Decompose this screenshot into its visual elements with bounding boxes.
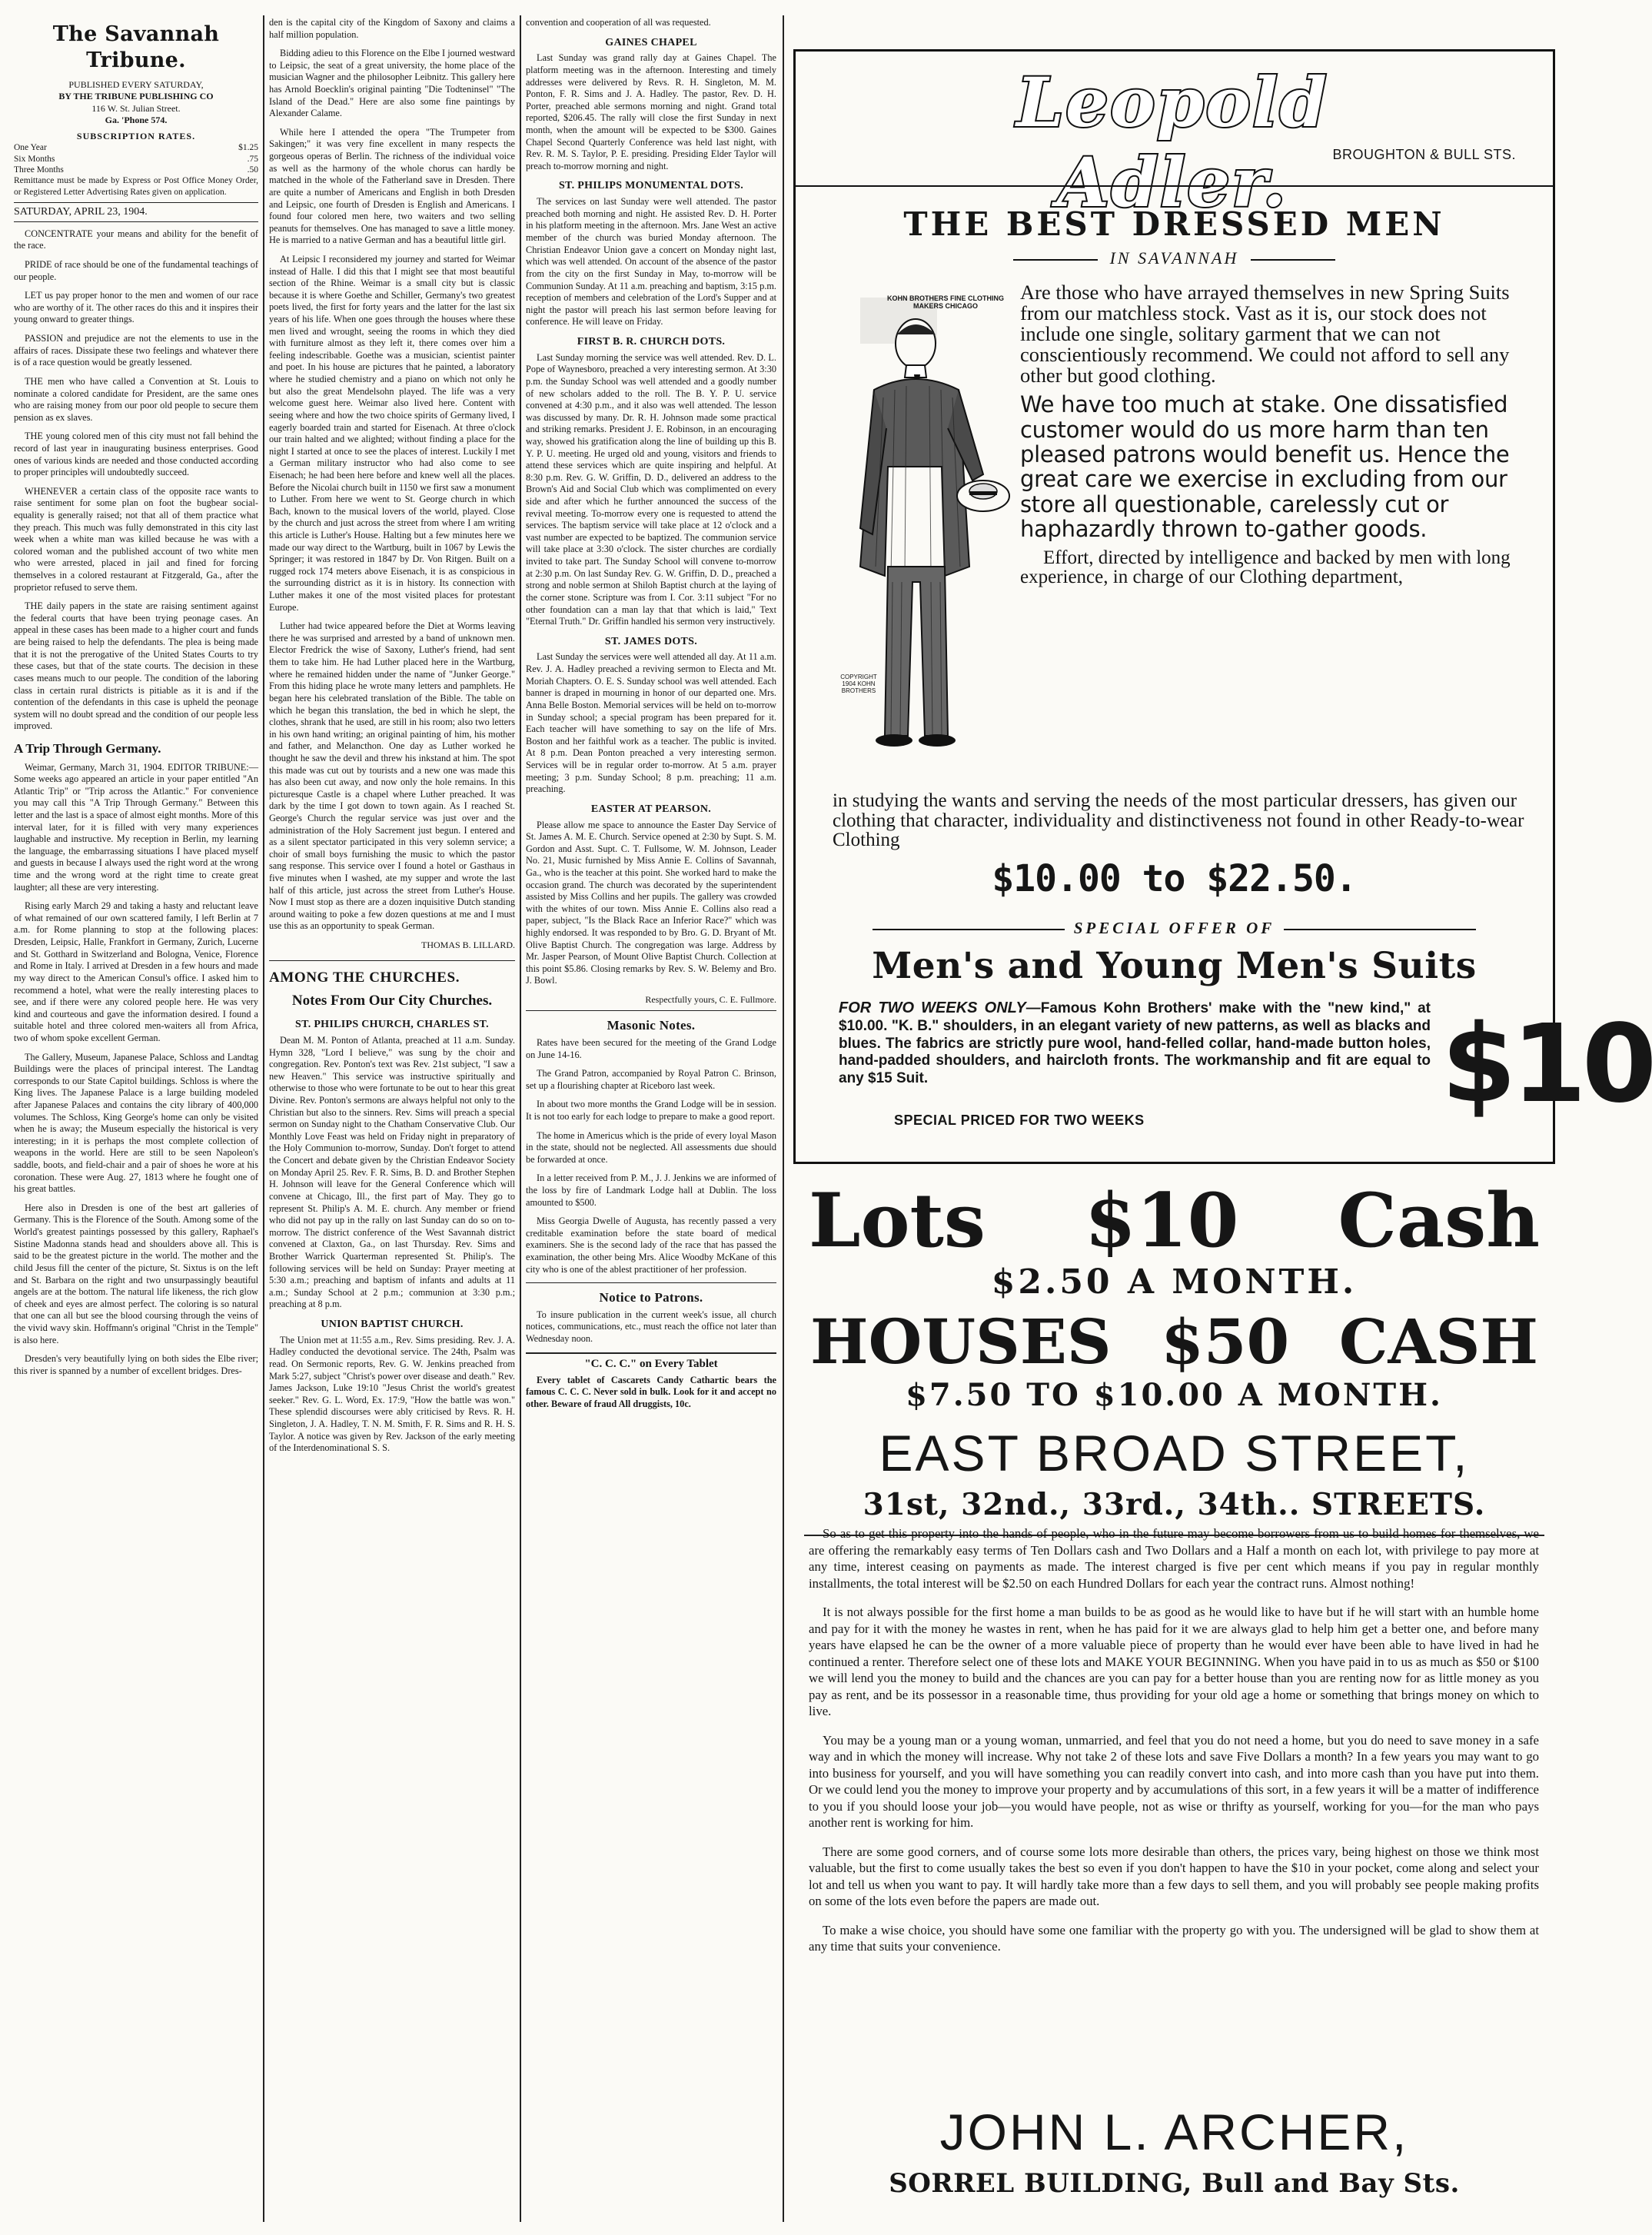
agent-name: JOHN L. ARCHER, <box>939 2104 1409 2160</box>
editorial-para: LET us pay proper honor to the men and women of our race who are worthy of it. The other races do this and it inspires their young onward to greater things. <box>14 290 258 325</box>
column-rule <box>520 15 521 2222</box>
section-divider <box>526 1282 776 1283</box>
remit-note: Remittance must be made by Express or Post Office Money Order, or Registered Letter Advertising Rates given on application. <box>14 176 258 197</box>
church-para: The services on last Sunday were well attended. The pastor preached both morning and night. He assisted Rev. D. H. Porter in his platform meeting in the afternoon. Mrs. Jane West an active member of the church was buried Monday afternoon. The Christian Endeavor Union gave a concert on Monday night last, which was well attended. On account of the absence of the pastor from the city on the first Sunday in May, to-morrow will be Communion Sunday. At 11 a.m. preaching and baptism, 3:15 p.m. reception of members and celebration of the Lord's Supper and at night the pastor will preach his last sermon before leaving for conference. He will leave on Friday. <box>526 196 776 328</box>
church-signoff: Respectfully yours, C. E. Fullmore. <box>645 994 776 1006</box>
lots-monthly: $2.50 A MONTH. <box>991 1262 1358 1302</box>
suits-title: Men's and Young Men's Suits <box>872 945 1477 987</box>
special-offer-line: SPECIAL OFFER OF <box>811 919 1537 938</box>
article-signoff: THOMAS B. LILLARD. <box>421 940 515 951</box>
column-1 <box>14 17 258 2216</box>
masonic-para: In about two more months the Grand Lodge will be in session. It is not too early for each lodge to prepare to make a good report. <box>526 1099 776 1122</box>
masonic-para: Miss Georgia Dwelle of Augusta, has recently passed a very creditable examination before the state board of medical examiners. She is the second lady of the race that has passed the examination, the other being Mrs. Alice Woodby McKane of this city who is one of the ablest practitioner of her profession. <box>526 1216 776 1275</box>
lots-para: It is not always possible for the first home a man builds to be as good as he would like to have but if he will start with an humble home and pay for it with the money he wastes in rent, when he has paid for it we are always glad to help him get a better one, and before many years have elapsed he can be the owner of a more valuable piece of property than he would ever have been able to have lived in had he continued a renter. Therefore select one of these lots and MAKE YOUR BEGINNING. When you have paid in to us as much as $50 or $100 we will lend you the money to build and the chances are you can pay for a better house than you are renting now for as little money as you pay as rent, and be its possessor in a reasonable time, thus providing for your old age a home or something that brings money on which to live. <box>809 1605 1539 1718</box>
section-title: AMONG THE CHURCHES. <box>269 969 460 986</box>
column-2 <box>269 17 515 2216</box>
church-para: Last Sunday morning the service was well attended. Rev. D. L. Pope of Waynesboro, preached a very interesting sermon. At 3:30 p.m. the Sunday School was well attended and a goodly number of new scholars added to the roll. The B. Y. P. U. service convened at 4:30 p.m., and it also was well attended. The lesson was discussed by many. Dr. R. H. Johnson made some practical and striking remarks. President J. E. Robinson, in an encouraging way, showed his gratification along the line of building up this B. Y. P. U. meeting. He urged old and young, visitors and friends to attend these services which are quite inspiring and helpful. At 8:30 p.m. Rev. G. W. Griffin, D. D., delivered an address to the Brown's Aid and Social Club which was complimented on every side and after which he further announced the success of the revival meeting. To-morrow every one is requested to attend the services. The baptism service will take place at 12 o'clock and a vast number are expected to be baptized. The communion service will take place at 3:30 o'clock. The sister churches are cordially invited to take part. The Sunday School will convene to-morrow at 2:30 p.m. On last Sunday Rev. G. W. Griffin, D. D., preached a strong and noble sermon at Shiloh Baptist church at the laying of the corner stone. Scripture was from I. Cor. 3:11 subject "For no other foundation can a man lay that that which is laid," Text "Eternal Truth." Dr. Griffin handled his sermon very instructively. <box>526 351 776 627</box>
editorial-para: PASSION and prejudice are not the elements to use in the affairs of races. Dissipate these two feelings and whatever there is of a race question would be greatly lessened. <box>14 333 258 368</box>
article-para: The Gallery, Museum, Japanese Palace, Schloss and Landtag Buildings were the places of principal interest. The Landtag corresponds to our State Capitol buildings. Schloss is where the King lives. The Japanese Palace is a large building modeled after Japanese Palaces and contains the city library of 400,000 volumes. The Schloss, King George's home can only be visited when he is away; the Museum especially the historical is very interesting; in it is perhaps the most complete collection of weapons in the world. Here are still to be seen Napoleon's saddle, boots, and field-chair and a pair of shoes he wore at his coronation. These were Aug. 27, 1813 where he fought one of his great battles. <box>14 1051 258 1195</box>
section-divider <box>526 1010 776 1011</box>
houses-row: HOUSES $50 CASH <box>810 1305 1538 1378</box>
ccc-title: "C. C. C." on Every Tablet <box>584 1357 718 1370</box>
lots-para: You may be a young man or a young woman, unmarried, and feel that you do not need a home, but you do need to save money in a safe way and in which the money will increase. Why not take 2 of these lots and save Five Dollars a month? In a few years you may want to go into business for yourself, and you will have something you can readily convert into cash, and into more cash than you have put into them. Or we could lend you the money to improve your property and by accumulations of this sort, in a few years it will be a matter of indifference to you if you should loose your job—you would have people, not as wise or thrifty as yourself, working for you—for the man who pays another rent is working for him. <box>809 1732 1539 1830</box>
ad-rule <box>796 185 1553 187</box>
ad-subhead: IN SAVANNAH <box>796 248 1553 268</box>
article-para: Dresden's very beautifully lying on both sides the Elbe river; this river is spanned by a number of excellent bridges. Dres- <box>14 1353 258 1376</box>
church-title: UNION BAPTIST CHURCH. <box>321 1318 464 1330</box>
masonic-title: Masonic Notes. <box>607 1018 696 1033</box>
masthead-title: The Savannah Tribune. <box>52 22 220 73</box>
ccc-para: Every tablet of Cascarets Candy Cathartic bears the famous C. C. C. Never sold in bulk. Look for it and accept no other. Beware of fraud All druggists, 10c. <box>526 1374 776 1409</box>
houses-monthly: $7.50 TO $10.00 A MONTH. <box>906 1377 1443 1413</box>
section-divider <box>269 960 515 961</box>
ad-wide-copy: in studying the wants and serving the needs of the most particular dressers, has given our clothing that character, individuality and distinctiveness not found in other Ready-to-wear Clothing <box>833 790 1524 850</box>
column-rule <box>783 15 784 2222</box>
column-rule <box>263 15 264 2222</box>
article-para: Bidding adieu to this Florence on the Elbe I journed westward to Leipsic, the seat of a great university, the home place of the musician Wagner and the philosopher Leibnitz. This gallery here has Arnold Boecklin's original painting "Die Todteninsel" "The Island of the Dead." Here are also some fine paintings by Alexander Calame. <box>269 48 515 119</box>
phone: Ga. 'Phone 574. <box>105 115 168 126</box>
church-para: Last Sunday the services were well attended all day. At 11 a.m. Rev. J. A. Hadley preached a reviving sermon to Electa and Mt. Moriah Chapters. O. E. S. Sunday school was well attended. Each banner is draped in mourning in honor of our departed one. Mrs. Anna Belle Boston. Memorial services will be held on to-morrow in Sunday school; a special program has been prepared for it. Each teacher will have something to say on the life of Mrs. Boston and her faithful work as a teacher. The public is invited. At 8 p.m. Dean Ponton preached a very interesting sermon. Services will be in regular order to-morrow. At 5 a.m. prayer meeting; 3 p.m. Sunday School; 8 p.m. preaching; 11 a.m. preaching. <box>526 651 776 795</box>
church-para: Dean M. M. Ponton of Atlanta, preached at 11 a.m. Sunday. Hymn 328, "Lord I believe," was sung by the choir and congregation. Rev. Ponton's text was Rev. 21st subject, "I saw a new Heaven." This service was instructive spiritually and otherwise to those who were fortunate to be out to hear this great Divine. Rev. Ponton's sermons are always helpful not only to the Christian but also to the sinners. Rev. Sims will preach a special sermon on Sunday night to the Chatham Conservative Club. Our Monthly Love Feast was held on Friday night in preparatory of the Holy Communion to-morrow, Sunday. Don't forget to attend the Concert and debate given by the Christian Endeavor Society on Monday April 25. Rev. F. R. Sims, B. D. and Brother Stephen H. Johnson will leave for the General Conference which will convene at Chicago, Ill., the first part of May. They go to represent St. Philip's A. M. E. church. Any member or friend who did not pay up in the rally on last Sunday can do so on to-morrow. The district conference of the West Savannah district convened at Claxton, Ga., on last Thursday. Rev. Sims and Brother Warrick Quarterman represented St. Philip's. The following services will be held on Sunday: Prayer meeting at 5:30 a.m.; preaching and baptism of infants and adults at 11 a.m.; Sunday School at 2 p.m.; communion at 3:30 p.m.; preaching at 8 p.m. <box>269 1034 515 1310</box>
rate-row: One Year $1.25 <box>14 143 258 153</box>
rates-title: SUBSCRIPTION RATES. <box>76 130 196 141</box>
adler-logo-area <box>796 56 1553 222</box>
section-subtitle: Notes From Our City Churches. <box>291 993 493 1009</box>
church-title: ST. JAMES DOTS. <box>604 635 698 647</box>
special-priced: SPECIAL PRICED FOR TWO WEEKS <box>894 1113 1145 1128</box>
masonic-para: Rates have been secured for the meeting of the Grand Lodge on June 14-16. <box>526 1036 776 1060</box>
article-para: Weimar, Germany, March 31, 1904. EDITOR TRIBUNE:—Some weeks ago appeared an article in your paper entitled "An Atlantic Trip" or "Trip across the Atlantic." For convenience you may call this "A Trip Through Germany." Between this letter and the last is a space of almost eight months. More of this interval later, for it is filled with very many experiences laughable and instructive. My reception in Berlin, my learning the language, the embarrassing situations I have placed myself and guests in because I always used the right word at the wrong time and the wrong word at the right time to create great laughter; all these are very interesting. <box>14 761 258 893</box>
masonic-para: The Grand Patron, accompanied by Royal Patron C. Brinson, set up a flourishing chapter at Riceboro last week. <box>526 1068 776 1091</box>
article-para: Here also in Dresden is one of the best art galleries of Germany. This is the Florence of the South. Among some of the World's greatest paintings possessed by this gallery, Raphael's Sistine Madonna stands head and shoulders above all. This is said to be the greatest picture in the world. The mother and the child Jesus fill the center of the picture, St. Sixtus is on the left and St. Barbara on the right and two unsurpassingly beautiful angels are at the bottom. The natural life likeness, the rich glow of cheek and eyes are almost perfect. The coloring is so natural that one can all but see the blood coursing through the veins of the vivid wavy skin. Hoffmann's original "Christ in the Temple" is also here. <box>14 1202 258 1345</box>
big-price: $10 <box>1441 1002 1652 1127</box>
agent-address: SORREL BUILDING, Bull and Bay Sts. <box>889 2168 1460 2199</box>
street-name: EAST BROAD STREET, <box>879 1425 1470 1482</box>
editorial-para: WHENEVER a certain class of the opposite race wants to raise sentiment for some plan on foot the bugbear social-equality is generally raised; not that all of them practice what they preach. This much was fully demonstrated in this city last week when a white man was killed because he was with a colored woman and the published account of two white men who were arrested, placed in jail and fined for forcing themselves in a colored restaurant at Fitzgerald, Ga., after the proprietor refused to serve them. <box>14 485 258 593</box>
article-para: While here I attended the opera "The Trumpeter from Sakingen;" it was very fine excellent in many respects the gorgeous operas of Berlin. The richness of the individual voice as well as the harmony of the whole chorus can hardly be matched in the whole of the Fatherland save in Dresden. There are quite a number of Americans and English in both Dresden and Leipsic, one fourth of Dresden is English and Americans. I found four colored men here, two waiters and two selling peanuts for themselves. One has managed to save a little money. He is married to a native German and has a beautiful little girl. <box>269 126 515 246</box>
church-para: The Union met at 11:55 a.m., Rev. Sims presiding. Rev. J. A. Hadley conducted the devotional service. The 24th, Psalm was read. On Sermonic reports, Rev. G. W. Jenkins preached from Mark 5:27, subject "Christ's power over disease and death." Rev. James Jackson, Luke 19:10 "Jesus Christ the world's greatest seeker." Rev. G. L. Word, Ex. 17:9, "How the battle was won." These splendid discourses were ably criticised by Revs. R. H. Singleton, J. A. Hadley, T. N. M. Smith, F. R. Sims and R. H. S. Taylor. A notice was given by Rev. Jackson of the early meeting of the Interdenominational S. S. <box>269 1334 515 1454</box>
masonic-para: The home in Americus which is the pride of every loyal Mason in the state, should not be neglected. All assessments due should be forwarded at once. <box>526 1129 776 1165</box>
offer-text: FOR TWO WEEKS ONLY—Famous Kohn Brothers' make with the "new kind," at $10.00. "K. B." shoulders, in an elegant variety of new patterns, as well as blacks and blues. The fabrics are strictly pure wool, hand-felled collar, hand-made button holes, hand-padded shoulders, and haircloth fronts. The workmanship and fit are equal to any $15 Suit. <box>839 999 1431 1087</box>
lots-para: To make a wise choice, you should have some one familiar with the property go with you. The undersigned will be glad to show them at any time that suits your convenience. <box>809 1922 1539 1954</box>
article-para: Rising early March 29 and taking a hasty and reluctant leave of what remained of our own scattered family, I left Berlin at 7 a.m. for Rome planning to stop at the following places: Dresden, Leipsic, Halle, Frankfort in Germany, Zurich, Lucerne and St. Gotthard in Switzerland and Bologna, Venice, Florence and Rome in Italy. I arrived at Dresden in a few hours and made my way direct to the American Consul's office. I asked him to recommend a hotel, what were the really interesting places to see, and if there were any colored people here. He was very kind and courteous and gave the information desired. I found a suitable hotel and three colored men-waiters all from Africa, two of whom spoke excellent German. <box>14 900 258 1043</box>
church-para: Last Sunday was grand rally day at Gaines Chapel. The platform meeting was in the afternoon. Interesting and timely addresses were delivered by Revs. R. H. Singleton, M. M. Ponton, F. R. Sims and J. A. Hadley. The pastor, Rev. D. H. Porter, preached able sermons morning and night. Grand total reported, $206.45. The rally will close the first Sunday in next month, when the amount will be expected to be $300. Gaines Chapel Second Quarterly Conference was held last night, with Rev. R. M. S. Taylor, P. E. presiding. Presiding Elder Taylor will preach to-morrow morning and night. <box>526 52 776 171</box>
church-title: EASTER AT PEARSON. <box>590 803 712 815</box>
ad-copy-para: Are those who have arrayed themselves in new Spring Suits from our matchless stock. Vast as it is, our stock does not include one single, solitary garment that we can not conscientiously recommend. We could not afford to sell any other but good clothing. <box>1020 281 1510 387</box>
kohn-brothers-label: KOHN BROTHERS FINE CLOTHING MAKERS CHICAGO <box>887 294 1004 311</box>
church-title: GAINES CHAPEL <box>605 36 697 48</box>
church-title: ST. PHILIPS CHURCH, CHARLES ST. <box>295 1019 489 1031</box>
article-para: den is the capital city of the Kingdom of Saxony and claims a half million population. <box>269 17 515 40</box>
rates-list <box>14 142 258 198</box>
adler-advertisement <box>793 49 1652 1164</box>
masonic-para: In a letter received from P. M., J. J. Jenkins we are informed of the loss by fire of Landmark Lodge hall at Dublin. The loss amounted to $500. <box>526 1172 776 1208</box>
ad-headline: THE BEST DRESSED MEN <box>903 205 1445 243</box>
article-title: A Trip Through Germany. <box>14 740 161 756</box>
editorial-para: THE young colored men of this city must not fall behind the record of last year in inaugurating business enterprises. Good ones of various kinds are needed and those conducted according to proper principles will undoubtedly succeed. <box>14 431 258 478</box>
ad-copy-block <box>1020 282 1520 593</box>
article-para: Luther had twice appeared before the Diet at Worms leaving there he was surprised and arrested by a band of unknown men. Elector Fredrick the wise of Saxony, Luther's friend, had sent them to take him. He had Luther placed here in the Wartburg, where he remained hidden under the name of "Junker George." From this hiding place he wrote many letters and pamphlets. He began here his celebrated translation of the Bible. The table on which he began this translation, the bed in which he slept, the clothes, shrank that he used, are still in his room; also two letters in his own hand writing; an original painting of him, his mother and father, and Melancthon. One day as Luther worked he thought he saw the devil and threw his inkstand at him. The spot this made was cut out by tourists and a new one was made this has also been cut away, and now only the hole remains. In this picturesque Castle is a chapel where Luther preached. It was dark by the time I got down to town again. As I reached St. George's Church the regular service was just over and the administration of the Holy Sacrement just begun. I entered and as a silent spectator participated in this very solemn service; a choir of small boys furnishing the music to which the pastor sang response. This service over I found a hotel or Gasthaus in five minutes when I washed, ate my supper and wrote the last half of this article, just across the street from Luther's House. Now I must stop as there are a dozen inquisitive Dutch standing around waiting to poke a few dozen questions at me and I must use this as an opportunity to speak German. <box>269 620 515 932</box>
lots-body-copy <box>809 1525 1539 1967</box>
ccc-advertisement <box>526 1352 776 1411</box>
suited-man-illustration <box>829 274 1014 782</box>
adler-logo: Leopold Adler. <box>1016 62 1328 222</box>
lots-row: Lots $10 Cash <box>809 1177 1540 1264</box>
notice-title: Notice to Patrons. <box>599 1290 703 1305</box>
lots-para: There are some good corners, and of course some lots more desirable than others, the prices vary, being highest on those we think most valuable, but the first to come usually takes the best so even if you don't happen to have the $10 in your pocket, come along and select your lot and tell us when you want to pay. It will hardly take more than a few days to sell them, and you will probably see people making profits on some of the lots even before the papers are made out. <box>809 1844 1539 1908</box>
published-line: PUBLISHED EVERY SATURDAY, <box>68 78 204 90</box>
cross-streets: 31st, 32nd., 33rd., 34th.. STREETS. <box>863 1487 1486 1522</box>
rate-row: Six Months .75 <box>14 154 258 164</box>
lots-advertisement <box>793 1177 1555 1536</box>
editorial-para: CONCENTRATE your means and ability for the benefit of the race. <box>14 228 258 251</box>
church-title: FIRST B. R. CHURCH DOTS. <box>577 335 726 348</box>
ad-copy-para: Effort, directed by intelligence and backed by men with long experience, in charge of our Clothing department, <box>1020 547 1511 587</box>
publisher: BY THE TRIBUNE PUBLISHING CO <box>58 91 214 102</box>
lots-para: So as to get this property into the hands of people, who in the future may become borrowers from us to build homes for themselves, we are offering the remarkably easy terms of Ten Dollars cash and Two Dollars and a Half a month on each lot, with privilege to pay more at any time, interest ceasing on payments as made. The interest charged is five per cent which means if you pay in regular monthly installments, the total interest will be $2.50 on each Hundred Dollars for each year the contract runs. Almost nothing! <box>809 1526 1539 1591</box>
notice-para: To insure publication in the current week's issue, all church notices, communications, etc., must reach the office not later than Wednesday noon. <box>526 1309 776 1345</box>
copyright-label: COPYRIGHT 1904 KOHN BROTHERS <box>840 673 877 694</box>
ad-copy-para: We have too much at stake. One dissatisfied customer would do us more harm than ten pleased patrons would benefit us. Hence the great care we exercise in excluding from our store all questionable, carelessly cut or haphazardly thrown to-gather goods. <box>1020 391 1510 543</box>
editorial-para: PRIDE of race should be one of the fundamental teachings of our people. <box>14 259 258 282</box>
editorial-para: THE men who have called a Convention at St. Louis to nominate a colored candidate for President, are the same ones who are raising money from our poor old people to secure them pension as ex slaves. <box>14 375 258 423</box>
street-address: 116 W. St. Julian Street. <box>91 102 181 114</box>
rate-row: Three Months .50 <box>14 165 258 175</box>
church-para: Please allow me space to announce the Easter Day Service of St. James A. M. E. Church. Service opened at 2:30 by Supt. S. M. Gordon and Asst. Supt. C. T. Fullsome, W. M. Johnson, Leader No. 21, Music furnished by Miss Annie E. Collins of Savannah, Ga., who is the teacher at this point. She worked hard to make the occasion grand. The church was decorated by the superintendent assisted by Miss Collins and her pupils. The gallery was crowded with the whites of our town. Miss Annie E. Collins also read a paper, subject, "Is the Black Race an Inferior Race?" which was highly endorsed. It was responded to by Bro. G. D. Bryant of Mt. Olive Baptist Church. The congregation was large. Address by Mr. Jasper Pearson, of Mount Olive Baptist Church. Collection at this point $5.86. Closing remarks by Rev. S. W. Belemy and Bro. J. Bowl. <box>526 819 776 986</box>
price-range: $10.00 to $22.50. <box>992 857 1357 900</box>
column-3 <box>526 17 776 2216</box>
church-title: ST. PHILIPS MONUMENTAL DOTS. <box>558 180 744 192</box>
issue-date: SATURDAY, APRIL 23, 1904. <box>14 202 258 222</box>
church-para: convention and cooperation of all was requested. <box>526 17 711 28</box>
man-figure-icon <box>829 274 1014 782</box>
adler-address: BROUGHTON & BULL STS. <box>1332 147 1516 162</box>
editorial-para: THE daily papers in the state are raising sentiment against the federal courts that have been trying peonage cases. An appeal in these cases has been made to a higher court and funds are being raised to help the defendants. The plea is being made that it is not the prerogative of the United States Courts to try these cases, but that of the state courts. The decision in these cases means much to our people. The condition of the laboring class in certain rural districts is pitiable as it is and if the contention of the defendants in this case is upheld the peonage system will no doubt spread and the condition of our people less improved. <box>14 600 258 732</box>
article-para: At Leipsic I reconsidered my journey and started for Weimar instead of Halle. I did this that I might see that most beautiful section of the Rhine. Weimar is a small city but is classic because it is where Goethe and Schiller, Germany's two greatest poets lived, the first for forty years and the latter for the last six years of his life. When one goes through the houses where these men lived and wrought, seeing the rooms in which they died with furniture almost as they left it, there comes over him a feeling indescribable. Goethe was a musician, scientist painter and poet. In his house are pictures that he painted, a laboratory where he studied chemistry and a piano on which not only he but also the great Mendelsohn played. The life was a very welcome guest here. Weimar also lived here. Content with seeing where and how the two choice spirits of Germany lived, I eagerly boarded train and started for Eisenach. At three o'clock our train halted and we alighted; without finding a place for the night I started at once to see the places of interest. Luckily I met a German military instructor who had also come to see Eisenach; he had been here before and knew well all the places. Before the Nicolai church built in 1150 we first saw a monument to Luther. From here we went to St. George church in which Bach, known to the musical lovers of the world, played. Close by the church and just across the street from where I am writing this article is Luther's House. Halting but a few minutes here we made our way direct to the Wartburg, built in 1067 by Lewis the Springer; it was restored in 1847 by Dr. Von Ritgen. Built on a rugged rock 174 meters above Eisenach, it is as conspicious in the surrounding district as it is in history. Its connection with Luther makes it one of the most visited places for protestant Europe. <box>269 253 515 613</box>
